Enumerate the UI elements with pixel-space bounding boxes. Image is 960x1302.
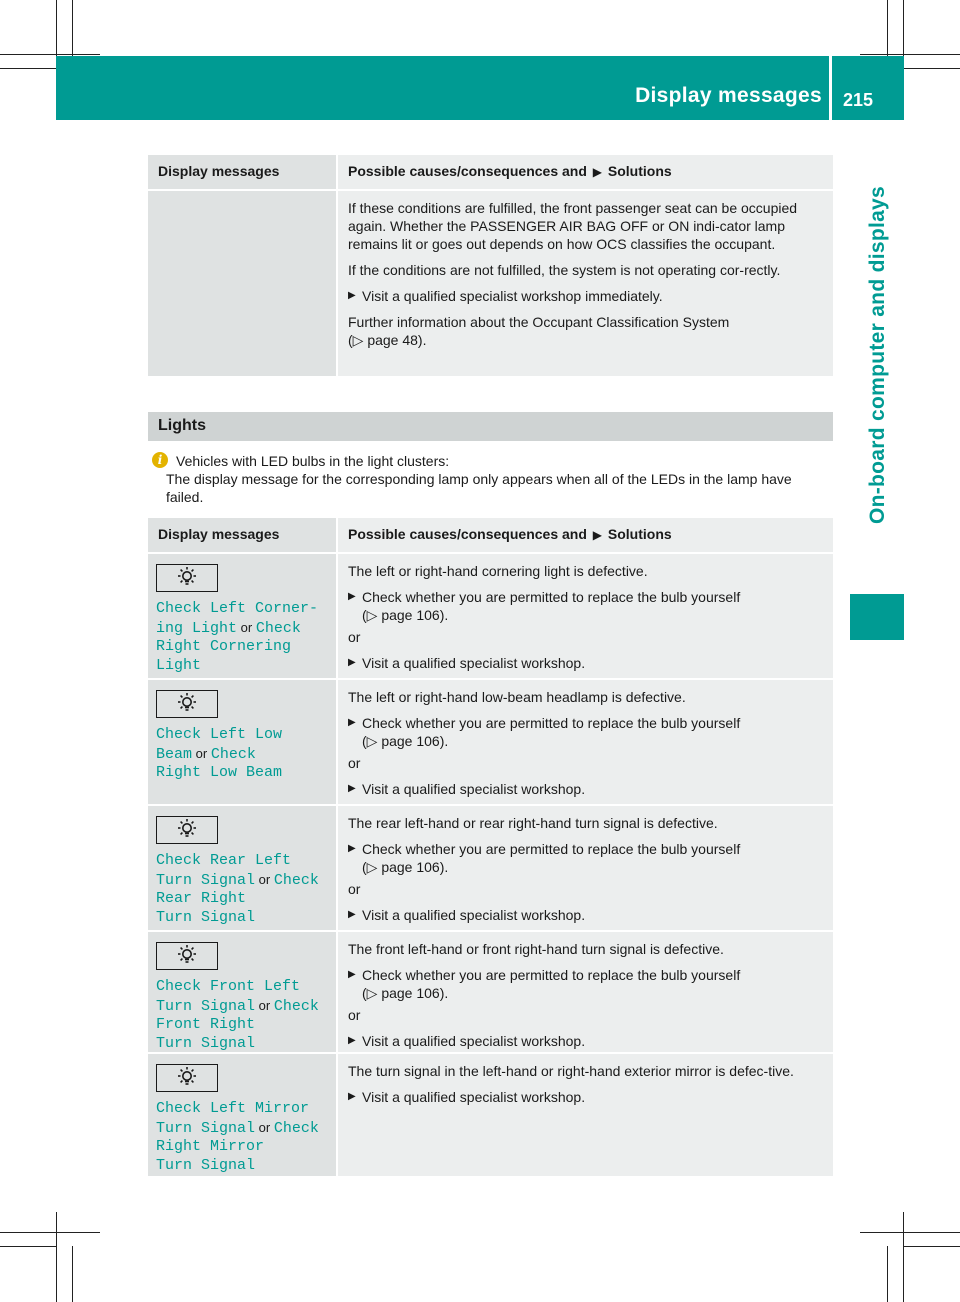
info-line: Vehicles with LED bulbs in the light clusters: xyxy=(176,453,450,469)
col-header-causes-text: Possible causes/consequences and xyxy=(348,163,587,179)
chapter-side-label: On-board computer and displays xyxy=(866,185,889,525)
page-number: 215 xyxy=(843,90,874,110)
display-message-a: Check Left Corner- ing Light xyxy=(156,600,319,637)
or-text: or xyxy=(348,755,361,771)
or-text: or xyxy=(255,997,274,1013)
crop-mark xyxy=(0,68,56,69)
lamp-icon xyxy=(156,816,218,844)
step-item: ▶ Visit a qualified specialist workshop. xyxy=(348,906,823,924)
table-row xyxy=(148,191,833,376)
or-text: or xyxy=(348,1007,361,1023)
step-text: Check whether you are permitted to replace the bulb yourself xyxy=(362,589,741,605)
display-message-text xyxy=(156,600,328,675)
lamp-icon xyxy=(156,942,218,970)
col-header-solutions-text: Solutions xyxy=(607,163,672,179)
display-message-a: Check Rear Left Turn Signal xyxy=(156,852,292,889)
cause-text: The front left-hand or front right-hand turn signal is defective. xyxy=(348,941,724,957)
step-item: ▶ Visit a qualified specialist workshop. xyxy=(348,780,823,798)
table-header-row xyxy=(148,518,833,552)
display-message-b: Check Right Low Beam xyxy=(156,745,283,781)
cause-text: The left or right-hand cornering light is defective. xyxy=(348,563,648,579)
empty-cell xyxy=(148,191,336,376)
or-text: or xyxy=(192,745,211,761)
display-message-cell xyxy=(148,680,336,804)
section-title-lights: Lights xyxy=(148,412,833,441)
crop-mark xyxy=(0,54,100,55)
display-message-cell xyxy=(148,806,336,930)
step-item xyxy=(348,966,823,1002)
or-text: or xyxy=(255,871,274,887)
col-header-causes-text: Possible causes/consequences and xyxy=(348,526,587,542)
lamp-icon-glyph xyxy=(174,566,200,590)
lamp-icon-glyph xyxy=(174,1066,200,1090)
page-reference-link[interactable]: (▷ page 106). xyxy=(362,733,449,749)
display-message-b: Check Right Cornering Light xyxy=(156,619,301,674)
display-message-a: Check Front Left Turn Signal xyxy=(156,978,301,1015)
lamp-icon xyxy=(156,564,218,592)
lamp-icon-glyph xyxy=(174,692,200,716)
step-item: ▶ Visit a qualified specialist workshop. xyxy=(348,654,823,672)
crop-mark xyxy=(0,1232,100,1233)
causes-cell xyxy=(338,554,833,678)
page-reference-link[interactable]: (▷ page 48). xyxy=(348,332,427,348)
paragraph: If these conditions are fulfilled, the front passenger seat can be occupied again. Whether the PASSENGER AIR BAG OFF or ON indi-cator lamp remains lit or goes out depends on how OCS classifies the occupant. xyxy=(348,200,798,252)
page-title: Display messages xyxy=(635,84,822,107)
crop-mark xyxy=(887,1246,888,1302)
crop-mark xyxy=(860,1232,960,1233)
display-message-cell xyxy=(148,1054,336,1176)
crop-mark xyxy=(887,0,888,56)
step-item xyxy=(348,588,823,624)
display-message-b: Check Right Mirror Turn Signal xyxy=(156,1119,319,1174)
causes-cell xyxy=(338,806,833,930)
step-text: Check whether you are permitted to replace the bulb yourself xyxy=(362,715,741,731)
causes-cell xyxy=(338,932,833,1052)
col-header-solutions-text: Solutions xyxy=(607,526,672,542)
step-item: ▶ Visit a qualified specialist workshop immediately. xyxy=(348,287,823,305)
crop-mark xyxy=(903,1212,904,1302)
crop-mark xyxy=(56,1212,57,1302)
step-item: ▶ Visit a qualified specialist workshop. xyxy=(348,1088,823,1106)
display-message-cell xyxy=(148,932,336,1052)
table-continued xyxy=(148,155,833,376)
display-message-text xyxy=(156,726,328,783)
step-item: ▶ Visit a qualified specialist workshop. xyxy=(348,1032,823,1050)
display-message-text xyxy=(156,1100,328,1175)
display-message-text xyxy=(156,978,328,1053)
lamp-icon-glyph xyxy=(174,944,200,968)
cause-text: The turn signal in the left-hand or right-hand exterior mirror is defec-tive. xyxy=(348,1063,794,1079)
crop-mark xyxy=(72,1246,73,1302)
display-message-cell xyxy=(148,554,336,678)
table-row xyxy=(148,680,833,804)
table-header-row xyxy=(148,155,833,189)
step-item xyxy=(348,714,823,750)
display-message-a: Check Left Low Beam xyxy=(156,726,283,763)
crop-mark xyxy=(0,1246,56,1247)
causes-cell xyxy=(338,1054,833,1176)
lamp-icon-glyph xyxy=(174,818,200,842)
col-header-display-messages: Display messages xyxy=(148,155,336,189)
or-text: or xyxy=(348,881,361,897)
chapter-marker xyxy=(850,594,904,640)
table-row xyxy=(148,1054,833,1176)
crop-mark xyxy=(904,68,960,69)
play-arrow-icon: ▶ xyxy=(592,528,603,542)
cause-text: The rear left-hand or rear right-hand turn signal is defective. xyxy=(348,815,718,831)
header-divider xyxy=(829,56,832,120)
table-row xyxy=(148,554,833,678)
further-info-text: Further information about the Occupant Classification System xyxy=(348,314,730,330)
col-header-causes xyxy=(338,155,833,189)
step-text: Check whether you are permitted to replace the bulb yourself xyxy=(362,967,741,983)
info-icon: i xyxy=(152,452,168,468)
page-reference-link[interactable]: (▷ page 106). xyxy=(362,607,449,623)
lamp-icon xyxy=(156,690,218,718)
col-header-display-messages: Display messages xyxy=(148,518,336,552)
display-message-a: Check Left Mirror Turn Signal xyxy=(156,1100,310,1137)
or-text: or xyxy=(255,1119,274,1135)
further-info xyxy=(348,313,823,349)
or-text: or xyxy=(348,629,361,645)
step-item xyxy=(348,840,823,876)
col-header-causes xyxy=(338,518,833,552)
page-reference-link[interactable]: (▷ page 106). xyxy=(362,985,449,1001)
cause-text: The left or right-hand low-beam headlamp is defective. xyxy=(348,689,686,705)
crop-mark xyxy=(72,0,73,56)
lights-table xyxy=(148,518,833,1176)
causes-cell xyxy=(338,680,833,804)
display-message-b: Check Rear Right Turn Signal xyxy=(156,871,319,926)
step-text: Check whether you are permitted to replace the bulb yourself xyxy=(362,841,741,857)
crop-mark xyxy=(904,1246,960,1247)
page-reference-link[interactable]: (▷ page 106). xyxy=(362,859,449,875)
table-row xyxy=(148,932,833,1052)
causes-cell xyxy=(338,191,833,376)
play-arrow-icon: ▶ xyxy=(592,165,603,179)
display-message-text xyxy=(156,852,328,927)
lamp-icon xyxy=(156,1064,218,1092)
info-line: The display message for the corresponding lamp only appears when all of the LEDs in the lamp have failed. xyxy=(166,471,792,505)
display-message-b: Check Front Right Turn Signal xyxy=(156,997,319,1052)
info-note xyxy=(152,452,832,506)
or-text: or xyxy=(237,619,256,635)
paragraph: If the conditions are not fulfilled, the system is not operating cor-rectly. xyxy=(348,262,781,278)
table-row xyxy=(148,806,833,930)
crop-mark xyxy=(860,54,960,55)
